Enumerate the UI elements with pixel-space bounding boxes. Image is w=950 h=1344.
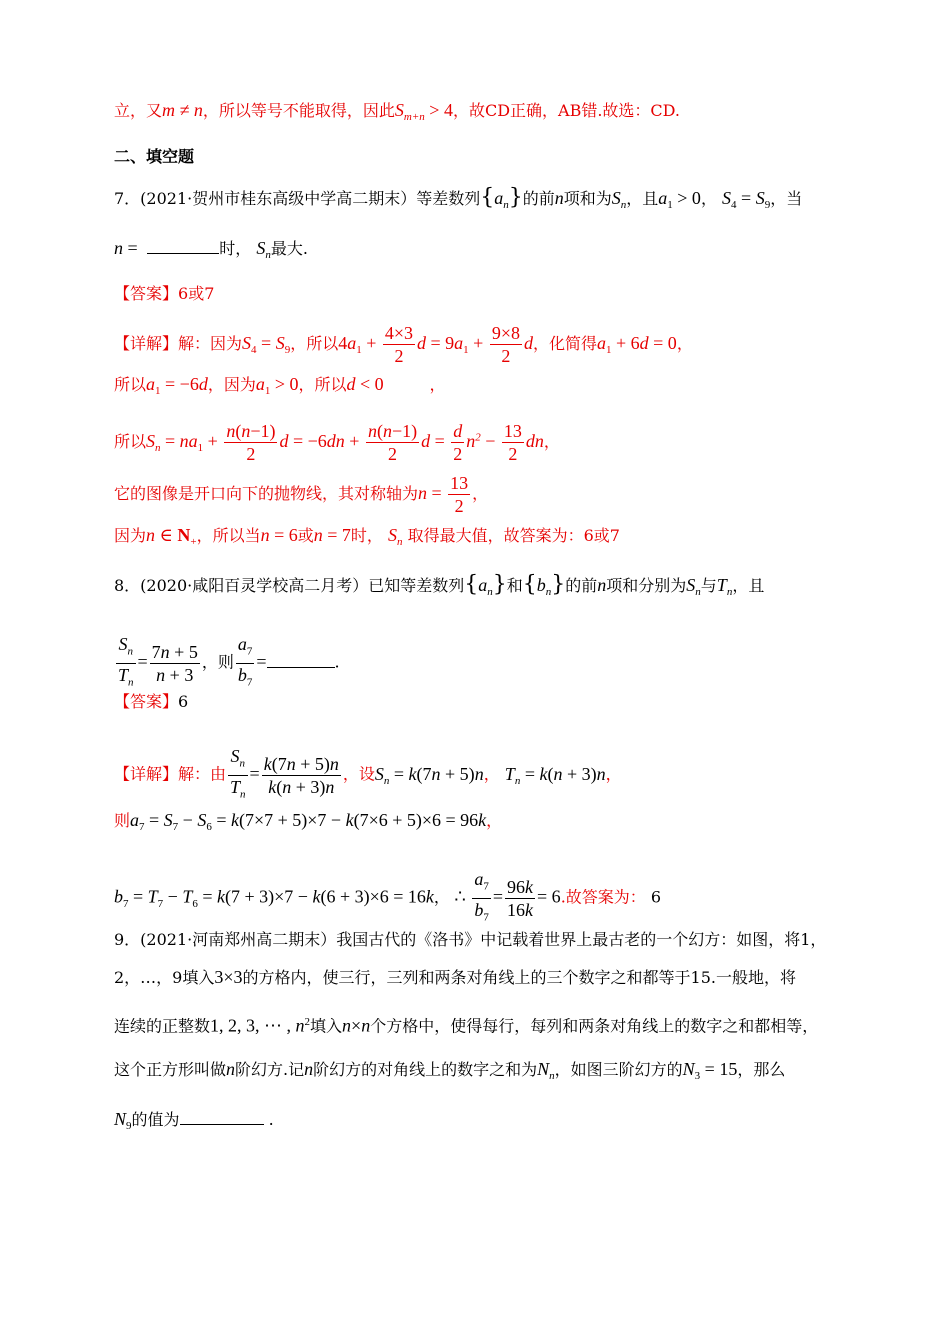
- q9-line1: 9．(2021·河南郑州高二期末）我国古代的《洛书》中记载着世界上最古老的一个幻方：如图，将1，: [114, 930, 827, 949]
- q9-line5: $N_9$的值为 .: [114, 1109, 274, 1133]
- q7-detail-line1: 【详解】解：因为$S_4 = S_9$，所以$4a_1$ + $\frac{4\times 3}{2}$ $d = 9a_1$ + $\frac{9\times 8}{2}$ d，化简得$a_1 + 6d = 0$，: [114, 323, 693, 366]
- q7-answer: 【答案】6或7: [114, 284, 215, 303]
- q7-stem-line1: 7．(2021·贺州市桂东高级中学高二期末）等差数列$\{a_n\}$的前n项和为$S_n$，且$a_1 > 0$， $S_4 = S_9$，当: [114, 185, 803, 212]
- q8-stem-line1: 8．(2020·咸阳百灵学校高二月考）已知等差数列$\{a_n\}$和$\{b_n\}$的前n项和分别为$S_n$与$T_n$，且: [114, 572, 765, 599]
- section-title: 二、填空题: [114, 147, 195, 166]
- q8-stem-line2: $\frac{S_n}{T_n}$ = $\frac{7n + 5}{n + 3}$ ，则 $\frac{a_7}{b_7}$ = .: [118, 634, 340, 689]
- answer-blank[interactable]: [180, 1110, 264, 1125]
- q7-detail-line3: 所以$S_n = na_1$ + $\frac{n(n-1)}{2}$ d = −6dn + $\frac{n(n-1)}{2}$ d = $\frac{d}{2}$ $n^2$ − $\frac{13}{2}$ dn，: [114, 421, 560, 464]
- q9-line4: 这个正方形叫做n阶幻方.记n阶幻方的对角线上的数字之和为$N_n$，如图三阶幻方的$N_3 = 15$，那么: [114, 1059, 786, 1083]
- q7-stem-line2: n = 时， $S_n$最大.: [114, 238, 308, 262]
- q7-detail-line2: 所以$a_1 = -6d$，因为$a_1 > 0$，所以d < 0 ，: [114, 374, 446, 398]
- q9-line3: 连续的正整数1, 2, 3, ⋯ , $n^2$填入n×n个方格中，使得每行，每列和两条对角线上的数字之和都相等，: [114, 1015, 819, 1036]
- answer-blank[interactable]: [147, 239, 219, 254]
- q8-detail-line3: $b_7 = T_7 - T_6 = k(7 + 3)\times 7 - k(6 + 3)\times 6 = 16k$， ∴ $\frac{a_7}{b_7}$ = $\frac{96k}{16k}$ = 6.故答案为： 6: [114, 869, 662, 924]
- q9-line2: 2，…，9填入3×3的方格内，使三行，三列和两条对角线上的三个数字之和都等于15.一般地，将: [114, 967, 796, 987]
- continuation-line: 立，又m ≠ n，所以等号不能取得，因此$S_{m+n} > 4$，故CD正确，AB错.故选：CD.: [114, 100, 681, 124]
- answer-blank[interactable]: [267, 653, 335, 668]
- q8-detail-line2: 则$a_7 = S_7 - S_6 = k(7\times 7 + 5)\times 7 - k(7\times 6 + 5)\times 6 = 96k$，: [114, 810, 503, 834]
- q7-detail-line4: 它的图像是开口向下的抛物线，其对称轴为n = $\frac{13}{2}$ ，: [114, 473, 489, 516]
- q8-answer: 【答案】6: [114, 692, 189, 711]
- q7-detail-line5: 因为n ∈ $N_+$，所以当n = 6或n = 7时， $S_n$ 取得最大值，故答案为：6或7: [114, 525, 620, 549]
- q8-detail-line1: 【详解】解：由 $\frac{S_n}{T_n}$ = $\frac{k(7n + 5)n}{k(n + 3)n}$ ，设$S_n = k(7n + 5)n$， $T_n = k(n + 3)n$，: [114, 746, 622, 801]
